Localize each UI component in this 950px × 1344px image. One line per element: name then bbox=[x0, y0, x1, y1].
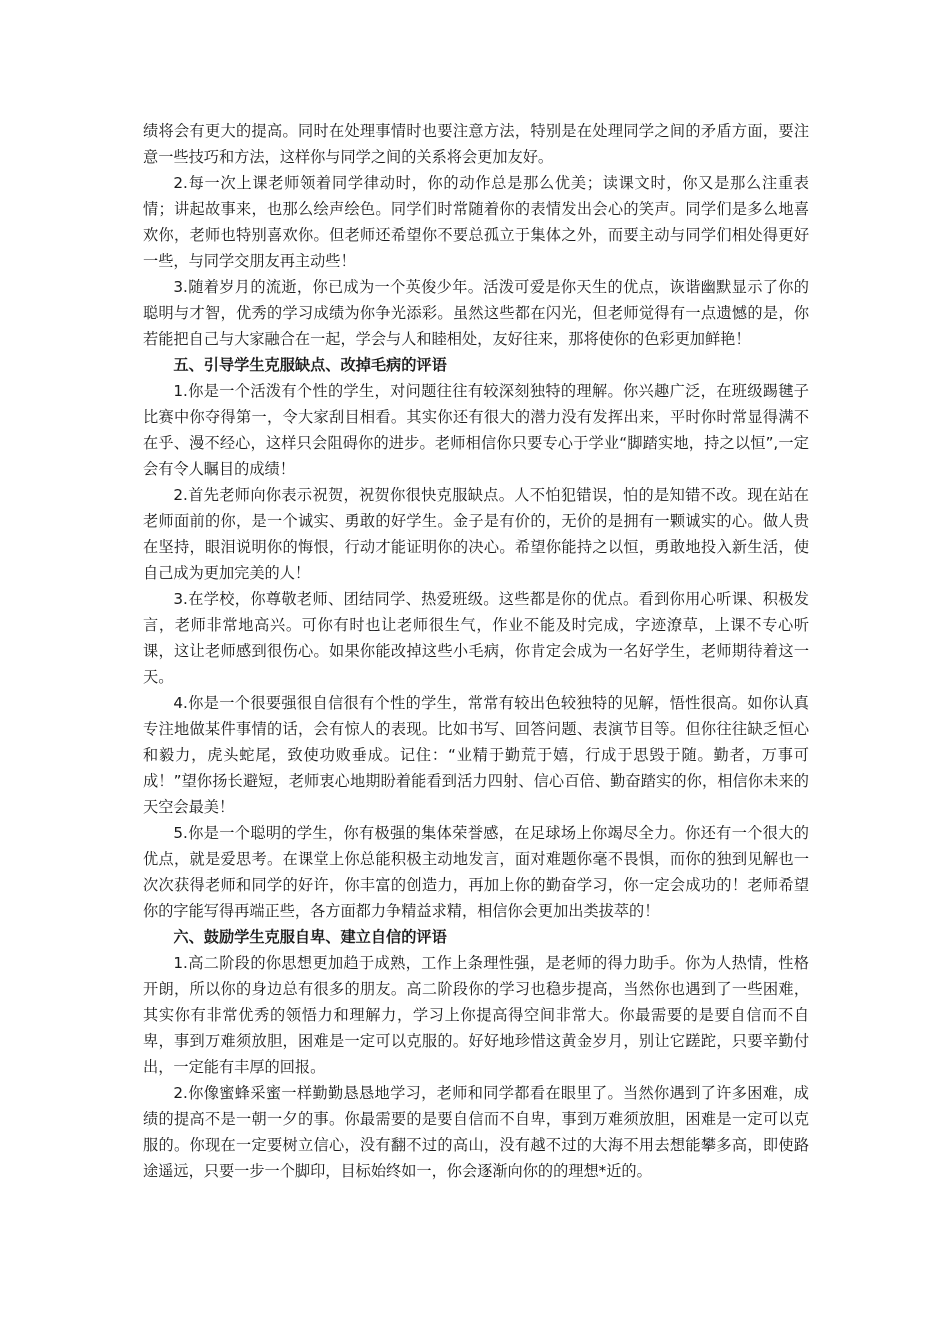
paragraph-comment: 4.你是一个很要强很自信很有个性的学生，常常有较出色较独特的见解，悟性很高。如你认真专注地做某件事情的话，会有惊人的表现。比如书写、回答问题、表演节目等。但你往往缺乏恒心和毅力，虎头蛇尾，致使功败垂成。记住：“业精于勤荒于嬉，行成于思毁于随。勤者，万事可成！”望你扬长避短，老师衷心地期盼着能看到活力四射、信心百倍、勤奋踏实的你，相信你未来的天空会最美！ bbox=[143, 694, 809, 816]
paragraph-comment: 1.你是一个活泼有个性的学生，对问题往往有较深刻独特的理解。你兴趣广泛，在班级踢毽子比赛中你夺得第一，令大家刮目相看。其实你还有很大的潜力没有发挥出来，平时你时常显得满不在乎、漫不经心，这样只会阻碍你的进步。老师相信你只要专心于学业“脚踏实地，持之以恒”,一定会有令人瞩目的成绩！ bbox=[143, 382, 809, 478]
paragraph-comment: 2.首先老师向你表示祝贺，祝贺你很快克服缺点。人不怕犯错误，怕的是知错不改。现在站在老师面前的你，是一个诚实、勇敢的好学生。金子是有价的，无价的是拥有一颗诚实的心。做人贵在坚持，眼泪说明你的悔恨，行动才能证明你的决心。希望你能持之以恒，勇敢地投入新生活，使自己成为更加完美的人！ bbox=[143, 486, 809, 582]
section-heading-6: 六、鼓励学生克服自卑、建立自信的评语 bbox=[173, 928, 447, 946]
paragraph-comment: 5.你是一个聪明的学生，你有极强的集体荣誉感，在足球场上你竭尽全力。你还有一个很大的优点，就是爱思考。在课堂上你总能积极主动地发言，面对难题你毫不畏惧，而你的独到见解也一次次获得老师和同学的好许，你丰富的创造力，再加上你的勤奋学习，你一定会成功的！老师希望你的字能写得再端正些，各方面都力争精益求精，相信你会更加出类拔萃的！ bbox=[143, 824, 809, 920]
paragraph-continuation: 绩将会有更大的提高。同时在处理事情时也要注意方法，特别是在处理同学之间的矛盾方面，要注意一些技巧和方法，这样你与同学之间的关系将会更加友好。 bbox=[143, 122, 809, 166]
paragraph-comment: 1.高二阶段的你思想更加趋于成熟，工作上条理性强，是老师的得力助手。你为人热情，性格开朗，所以你的身边总有很多的朋友。高二阶段你的学习也稳步提高，当然你也遇到了一些困难，其实你有非常优秀的领悟力和理解力，学习上你提高得空间非常大。你最需要的是要自信而不自卑，事到万难须放胆，困难是一定可以克服的。好好地珍惜这黄金岁月，别让它蹉跎，只要辛勤付出，一定能有丰厚的回报。 bbox=[143, 954, 809, 1076]
paragraph-comment: 3.在学校，你尊敬老师、团结同学、热爱班级。这些都是你的优点。看到你用心听课、积极发言，老师非常地高兴。可你有时也让老师很生气，作业不能及时完成，字迹潦草，上课不专心听课，这让老师感到很伤心。如果你能改掉这些小毛病，你肯定会成为一名好学生，老师期待着这一天。 bbox=[143, 590, 809, 686]
paragraph-comment: 2.每一次上课老师领着同学律动时，你的动作总是那么优美；读课文时，你又是那么注重表情；讲起故事来，也那么绘声绘色。同学们时常随着你的表情发出会心的笑声。同学们是多么地喜欢你，老师也特别喜欢你。但老师还希望你不要总孤立于集体之外，而要主动与同学们相处得更好一些，与同学交朋友再主动些！ bbox=[143, 174, 809, 270]
document-body bbox=[143, 118, 809, 1184]
section-heading-5: 五、引导学生克服缺点、改掉毛病的评语 bbox=[173, 356, 447, 374]
paragraph-comment: 2.你像蜜蜂采蜜一样勤勤恳恳地学习，老师和同学都看在眼里了。当然你遇到了许多困难，成绩的提高不是一朝一夕的事。你最需要的是要自信而不自卑，事到万难须放胆，困难是一定可以克服的。你现在一定要树立信心，没有翻不过的高山，没有越不过的大海不用去想能攀多高，即使路途遥远，只要一步一个脚印，目标始终如一，你会逐渐向你的的理想*近的。 bbox=[143, 1084, 809, 1180]
paragraph-comment: 3.随着岁月的流逝，你已成为一个英俊少年。活泼可爱是你天生的优点，诙谐幽默显示了你的聪明与才智，优秀的学习成绩为你争光添彩。虽然这些都在闪光，但老师觉得有一点遗憾的是，你若能把自己与大家融合在一起，学会与人和睦相处，友好往来，那将使你的色彩更加鲜艳！ bbox=[143, 278, 809, 348]
